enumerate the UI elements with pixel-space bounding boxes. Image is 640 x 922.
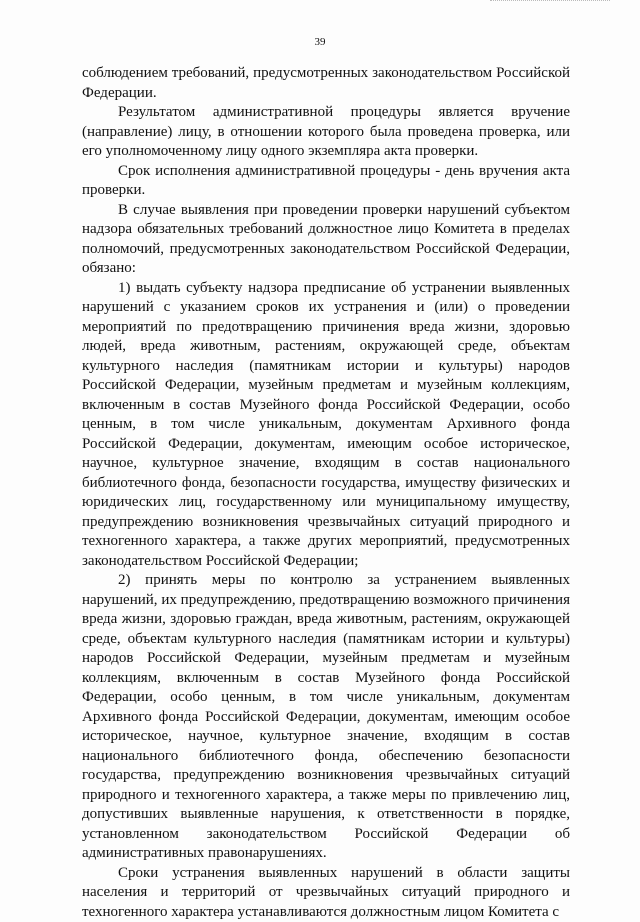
paragraph-terms: Сроки устранения выявленных нарушений в области защиты населения и территорий от чрезвычайных ситуаций природного и техногенного характера устанавливаются должностным лицом Комитета с [82,864,570,922]
paragraph-deadline: Срок исполнения административной процедуры - день вручения акта проверки. [82,162,570,201]
paragraph-item-2: 2) принять меры по контролю за устранением выявленных нарушений, их предупреждению, предотвращению возможного причинения вреда жизни, здоровью граждан, вреда животным, растениям, окружающей среде, объектам культурного наследия (памятникам истории и культуры) народов Российской Федерации, музейным предметам и музейным коллекциям, включенным в состав Музейного фонда Российской Федерации, особо ценным, в том числе уникальным, документам Архивного фонда Российской Федерации, документам, имеющим особое историческое, научное, культурное значение, входящим в состав национального библиотечного фонда, обеспечению безопасности государства, предупреждению возникновения чрезвычайных ситуаций природного и техногенного характера, а также меры по привлечению лиц, допустивших выявленные нарушения, к ответственности в порядке, установленном законодательством Российской Федерации об административных правонарушениях. [82,571,570,864]
paragraph-violations: В случае выявления при проведении проверки нарушений субъектом надзора обязательных требований должностное лицо Комитета в пределах полномочий, предусмотренных законодательством Российской Федерации, обязано: [82,201,570,279]
document-body [82,64,570,922]
scan-edge-mark [490,0,610,4]
paragraph-result: Результатом административной процедуры является вручение (направление) лицу, в отношении которого была проведена проверка, или его уполномоченному лицу одного экземпляра акта проверки. [82,103,570,162]
paragraph-continuation: соблюдением требований, предусмотренных законодательством Российской Федерации. [82,64,570,103]
paragraph-item-1: 1) выдать субъекту надзора предписание об устранении выявленных нарушений с указанием сроков их устранения и (или) о проведении мероприятий по предотвращению причинения вреда жизни, здоровью людей, вреда животным, растениям, окружающей среде, объектам культурного наследия (памятникам истории и культуры) народов Российской Федерации, музейным предметам и музейным коллекциям, включенным в состав Музейного фонда Российской Федерации, особо ценным, в том числе уникальным, документам Архивного фонда Российской Федерации, документам, имеющим особое историческое, научное, культурное значение, входящим в состав национального библиотечного фонда, безопасности государства, имуществу физических и юридических лиц, государственному или муниципальному имуществу, предупреждению возникновения чрезвычайных ситуаций природного и техногенного характера, а также других мероприятий, предусмотренных законодательством Российской Федерации; [82,279,570,572]
page-number: 39 [0,36,640,48]
